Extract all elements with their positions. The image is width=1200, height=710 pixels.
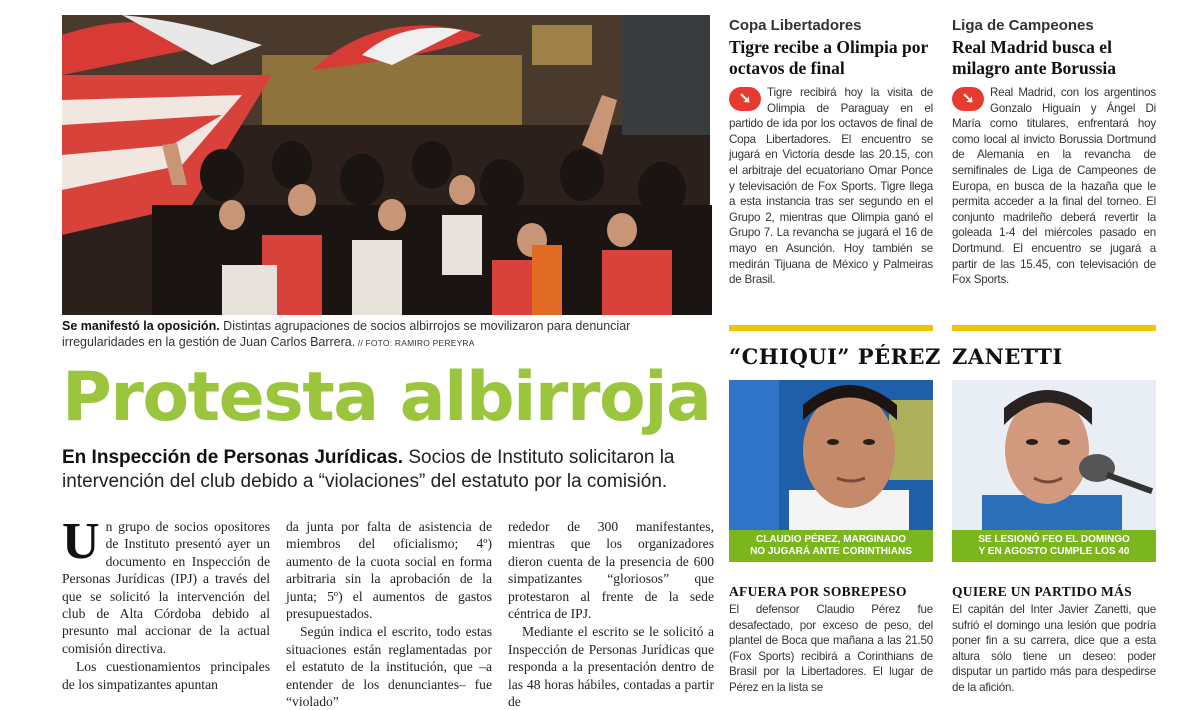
- side2-photo-caption-2: Y EN AGOSTO CUMPLE LOS 40: [978, 546, 1130, 557]
- caption-text: Distintas agrupaciones de socios albirrojos se movilizaron para denunciar irregularidades en la gestión de Juan Carlos Barrera.: [62, 319, 631, 349]
- side1-body-wrap: [729, 85, 933, 315]
- article-column-3: [508, 518, 714, 710]
- side2-headline: Real Madrid busca el milagro ante Borussia: [952, 37, 1116, 78]
- article-column-1: [62, 513, 270, 693]
- side2-body-wrap: [952, 85, 1156, 315]
- col3-paragraph-1: rededor de 300 manifestantes, mientras que los organizadores dieron cuenta de la presencia de 600 simpatizantes “gloriosos” que protestaron al frente de la sede céntrica de IPJ.: [508, 519, 714, 622]
- side2-subbody: El capitán del Inter Javier Zanetti, que sufrió el domingo una lesión que podría poner fin a su carrera, dice que a esta altura sólo tiene un deseo: poder disputar un partido más para despedirse de la afición.: [952, 603, 1156, 694]
- photo-credit: // FOTO: RAMIRO PEREYRA: [355, 338, 475, 348]
- col1-paragraph-2: Los cuestionamientos principales de los simpatizantes apuntan: [62, 659, 270, 692]
- side2-divider: [952, 325, 1156, 331]
- side1-photo-caption: [729, 530, 933, 562]
- col2-paragraph-2: Según indica el escrito, todo estas situaciones están reglamentadas por el estatuto de la institución, que –a entender de los denunciantes– fue “violado”: [286, 624, 492, 710]
- side2-photo-caption-1: SE LESIONÓ FEO EL DOMINGO: [978, 534, 1130, 545]
- side2-kicker: Liga de Campeones: [952, 17, 1094, 34]
- arrow-icon: ➘: [952, 87, 984, 111]
- col2-paragraph-1: da junta por falta de asistencia de miembros del oficialismo; 4º) aumento de la cuota social en forma arbitraria sin la aprobación de la junta; 5º) el aumentos de gastos presupuestados.: [286, 519, 492, 622]
- deck: [62, 446, 722, 494]
- side2-subhead: QUIERE UN PARTIDO MÁS: [952, 584, 1132, 599]
- side1-subhead: AFUERA POR SOBREPESO: [729, 584, 907, 599]
- side2-photo-caption: [952, 530, 1156, 562]
- col1-paragraph-1: n grupo de socios opositores de Instituto presentó ayer un documento en Inspección de Personas Jurídicas (IPJ) a través del que se solicitó la intervención del club de Alta Córdoba debido al presunto mal accionar de la actual comisión directiva.: [62, 519, 270, 656]
- side1-subbody: El defensor Claudio Pérez fue desafectado, por exceso de peso, del plantel de Boca que mañana a las 21.50 (Fox Sports) recibirá a Corinthians de Brasil por la Libertadores. El lugar de Pérez en la lista se: [729, 603, 933, 694]
- side1-photo-caption-2: NO JUGARÁ ANTE CORINTHIANS: [750, 546, 912, 557]
- side1-photo-caption-1: CLAUDIO PÉREZ, MARGINADO: [756, 534, 906, 545]
- side1-name: “CHIQUI” PÉREZ: [729, 344, 941, 369]
- side2-body: Real Madrid, con los argentinos Gonzalo Higuaín y Ángel Di María como titulares, enfrentará hoy como local al invicto Borussia Dortmund de Alemania en la revancha de semifinales de Liga de Campeones de Europa, en busca de la hazaña que le permita acceder a la final del torneo. El conjunto madrileño deberá revertir la goleada 1-4 del miércoles pasado en Dortmund. El encuentro se jugará a partir de las 15.45, con televisación de Fox Sports.: [952, 86, 1156, 287]
- deck-text: Socios de Instituto solicitaron la intervención del club debido a “violaciones” del estatuto por la comisión.: [62, 447, 675, 492]
- side1-divider: [729, 325, 933, 331]
- side1-headline: Tigre recibe a Olimpia por octavos de final: [729, 37, 928, 78]
- side1-body: Tigre recibirá hoy la visita de Olimpia de Paraguay en el partido de ida por los octavos de final de Copa Libertadores. El encuentro se jugará en Victoria desde las 20.15, con el arbitraje del ecuatoriano Omar Ponce y televisación de Fox Sports. Tigre llega a esta instancia tras ser segundo en el Grupo 2, mientras que Olimpia ganó el Grupo 7. La revancha se jugará el 16 de mayo en Asunción. Hoy también se medirán Tijuana de México y Palmeiras de Brasil.: [729, 86, 933, 287]
- side-brief-2: [952, 17, 1156, 315]
- caption-lead: Se manifestó la oposición.: [62, 319, 220, 333]
- side-brief-1: [729, 17, 933, 315]
- side1-kicker: Copa Libertadores: [729, 17, 862, 34]
- dropcap: U: [62, 513, 100, 570]
- col3-paragraph-2: Mediante el escrito se le solicitó a Inspección de Personas Jurídicas que responda a la presentación dentro de las 48 horas hábiles, contadas a partir de: [508, 624, 714, 710]
- photo-caption: [62, 318, 710, 351]
- side2-portrait: [952, 380, 1156, 530]
- headline: Protesta albirroja: [62, 358, 711, 437]
- article-column-2: [286, 518, 492, 710]
- main-photo: [62, 15, 710, 315]
- side2-name: ZANETTI: [952, 344, 1063, 369]
- arrow-icon: ➘: [729, 87, 761, 111]
- side1-portrait: [729, 380, 933, 530]
- deck-lead: En Inspección de Personas Jurídicas.: [62, 447, 404, 468]
